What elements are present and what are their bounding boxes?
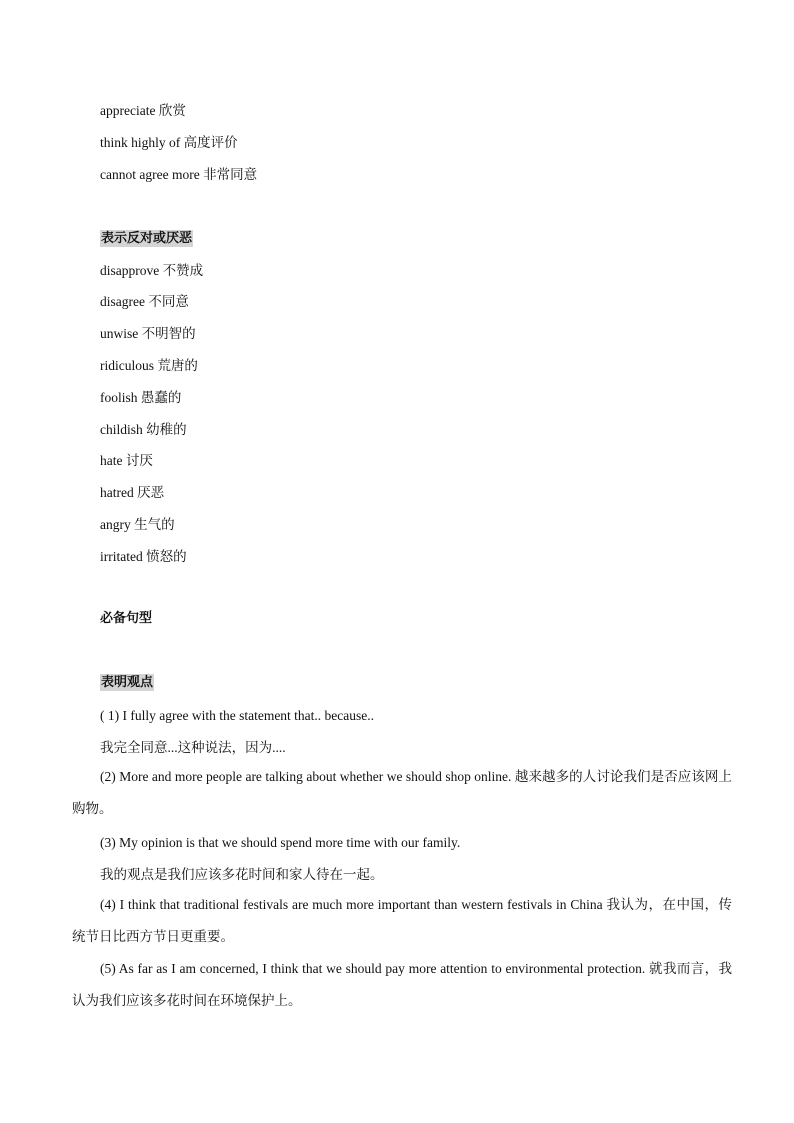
section-heading-opinion	[100, 674, 154, 692]
sentence-3-zh: 我的观点是我们应该多花时间和家人待在一起。	[100, 867, 384, 882]
sentence-1-en: ( 1) I fully agree with the statement that.. because..	[100, 708, 375, 723]
vocab-item: think highly of 高度评价	[100, 135, 238, 150]
section-heading-opinion-text: 表明观点	[101, 675, 154, 690]
sentence-4: (4) I think that traditional festivals are much more important than western festivals in China 我认为，在中国，传统节日比西方节日更重要。	[72, 897, 732, 944]
section-heading-oppose	[100, 230, 193, 248]
vocab-item: foolish 愚蠢的	[100, 390, 182, 405]
vocab-item: unwise 不明智的	[100, 326, 196, 341]
vocab-item: ridiculous 荒唐的	[100, 358, 198, 373]
vocab-item: disagree 不同意	[100, 294, 189, 309]
vocab-item: disapprove 不赞成	[100, 263, 204, 278]
vocab-item: appreciate 欣赏	[100, 103, 186, 118]
sentence-5: (5) As far as I am concerned, I think that we should pay more attention to environmental protection. 就我而言，我认为我们应该多花时间在环境保护上。	[72, 961, 732, 1008]
section-heading-oppose-text: 表示反对或厌恶	[101, 231, 193, 246]
section-heading-sentences: 必备句型	[100, 611, 153, 626]
vocab-item: irritated 愤怒的	[100, 549, 187, 564]
vocab-item: cannot agree more 非常同意	[100, 167, 258, 182]
vocab-item: childish 幼稚的	[100, 422, 187, 437]
vocab-item: hate 讨厌	[100, 453, 153, 468]
vocab-item: hatred 厌恶	[100, 485, 165, 500]
sentence-2: (2) More and more people are talking about whether we should shop online. 越来越多的人讨论我们是否应该网上购物。	[72, 769, 732, 816]
vocab-item: angry 生气的	[100, 517, 175, 532]
sentence-3-en: (3) My opinion is that we should spend more time with our family.	[100, 835, 461, 850]
sentence-1-zh: 我完全同意...这种说法，因为....	[100, 740, 286, 755]
